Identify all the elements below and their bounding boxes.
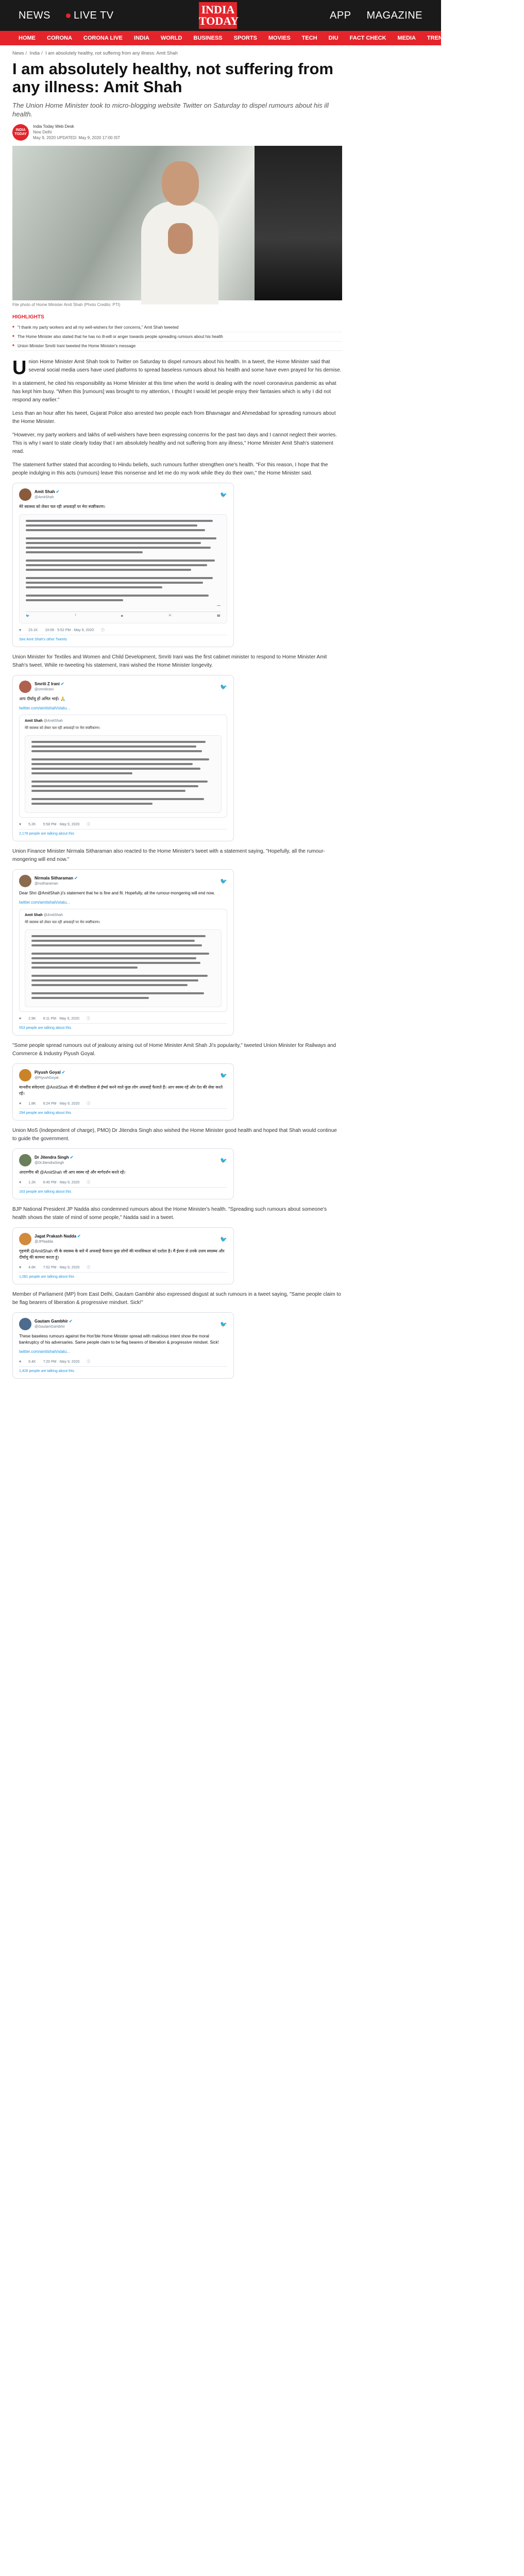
article-paragraph: Less than an hour after his tweet, Gujarat Police also arrested two people each from Bhavnagar and Ahmedabad for spreading rumours about the Home Minister. [12,411,336,425]
embedded-tweet[interactable] [12,869,234,1036]
subnav-world[interactable]: WORLD [160,35,182,41]
embedded-tweet[interactable] [12,1063,234,1121]
tweet-author-name[interactable]: Dr Jitendra Singh [35,1155,69,1160]
quoted-author-handle: @AmitShah [43,719,63,723]
tweet-link[interactable]: twitter.com/amitshah/statu... [19,1349,71,1354]
tweet-likes: 5.2K [28,822,36,826]
heart-icon[interactable]: ♥ [19,628,22,632]
tweet-link[interactable]: twitter.com/amitshah/statu... [19,900,71,905]
tweet-meta [19,628,227,633]
twitter-bird-icon[interactable]: 🐦 [220,878,227,885]
tweet-text: These baseless rumours against the Hon'ble Home Minister spread with malicious intent show the moral bankruptcy of his adversaries. Same people claim to be flag bearers of liberation & progressive mindset. Sick! [19,1334,219,1345]
quoted-text: मेरे स्वास्थ्य को लेकर चल रही अफवाहों पर मेरा स्पष्टीकरण। [25,726,100,730]
tweet-text: Dear Shri @AmitShah ji's statement that he is fine and fit. Hopefully, all the rumour-mongering will end now. [19,891,215,895]
tweet-avatar[interactable] [19,1233,31,1245]
twitter-bird-icon[interactable]: 🐦 [220,1072,227,1079]
tweet-likes: 2.9K [28,1016,36,1021]
top-navigation-bar [0,0,441,31]
twitter-bird-icon[interactable]: 🐦 [220,684,227,690]
breadcrumb: News / India / I am absolutely healthy, not suffering from any illness: Amit Shah [12,50,178,56]
tweet-meta [19,1016,227,1021]
tweet-author-handle[interactable]: @AmitShah [35,496,54,499]
tweet-avatar[interactable] [19,488,31,501]
highlight-item: ■ The Home Minister also stated that he has no ill-will or anger towards people spreading rumours about his health [12,332,342,342]
byline-location: New Delhi [33,130,52,134]
quoted-tweet[interactable] [19,715,227,818]
embedded-tweet[interactable] [12,1227,234,1284]
tweet-footer-link[interactable]: 163 people are talking about this [19,1187,227,1194]
quoted-tweet[interactable] [19,909,227,1012]
tweet-likes: 23.1K [28,628,38,632]
article-paragraph: Union MoS (Independent of charge), PMO) Dr Jitendra Singh also wished the Home Minister good health and hoped that Shah would continue to guide the government. [12,1128,337,1142]
subnav-movies[interactable]: MOVIES [268,35,291,41]
subnav-tech[interactable]: TECH [301,35,317,41]
publisher-avatar: INDIA TODAY [12,124,29,141]
tweet-author-handle[interactable]: @DrJitendraSingh [35,1161,64,1165]
tweet-text: आदरणीय श्री @AmitShah जी आप स्वस्थ रहें और मार्गदर्शन करते रहें। [19,1170,126,1175]
tweet-author-handle[interactable]: @GautamGambhir [35,1325,65,1329]
article-paragraph: Union Finance Minister Nirmala Sitharaman also reacted to the Home Minister's tweet with a statement saying, "Hopefully, all the rumour-mongering will end now." [12,849,325,862]
tweet-timestamp[interactable]: 6:24 PM · May 9, 2020 [43,1101,80,1106]
tweet-author-name[interactable]: Smriti Z Irani [35,682,60,686]
tweet-text: मेरे स्वास्थ्य को लेकर चल रही अफवाहों पर मेरा स्पष्टीकरण। [19,504,106,509]
quoted-text: मेरे स्वास्थ्य को लेकर चल रही अफवाहों पर मेरा स्पष्टीकरण। [25,921,100,924]
breadcrumb-current: I am absolutely healthy, not suffering from any illness: Amit Shah [45,50,178,56]
tweet-author-name[interactable]: Jagat Prakash Nadda [35,1234,76,1239]
tweet-avatar[interactable] [19,1069,31,1081]
embedded-tweet[interactable] [12,675,234,841]
subnav-india[interactable]: INDIA [133,35,149,41]
info-icon[interactable]: ⓘ [87,1102,91,1106]
heart-icon[interactable]: ♥ [19,1016,22,1021]
verified-badge-icon: ✔ [77,1234,81,1239]
tweet-author-handle[interactable]: @JPNadda [35,1240,53,1244]
subnav-sports[interactable]: SPORTS [233,35,257,41]
nav-app-link[interactable]: APP [330,9,351,21]
info-icon[interactable]: ⓘ [86,1017,90,1021]
tweet-meta [19,822,227,827]
letter-footer-strip: 🐦 f ▶ in ☎ [26,612,221,618]
tweet-author-handle[interactable]: @nsitharaman [35,882,58,886]
highlights-list [12,323,342,351]
twitter-bird-icon[interactable]: 🐦 [220,1236,227,1243]
nav-news-link[interactable]: NEWS [19,9,50,21]
tweet-text: आप दीर्घायु हों अमित भाई। 🙏 [19,697,66,701]
quoted-letter-image [25,929,222,1007]
quoted-author-name: Amit Shah [25,913,43,917]
info-icon[interactable]: ⓘ [87,1266,91,1269]
tweet-timestamp[interactable]: 7:02 PM · May 9, 2020 [43,1265,80,1269]
nav-live-tv-label: LIVE TV [74,9,114,21]
subnav-media[interactable]: MEDIA [397,35,416,41]
info-icon[interactable]: ⓘ [87,823,91,826]
subnav-home[interactable]: HOME [19,35,36,41]
tweet-avatar[interactable] [19,1154,31,1166]
embedded-tweet[interactable] [12,1312,234,1379]
tweet-author-name[interactable]: Nirmala Sitharaman [35,876,74,880]
tweet-likes: 1.8K [28,1101,36,1106]
logo-bottom-text: TODAY [199,14,239,27]
tweet-author-handle[interactable]: @smritiirani [35,688,54,691]
article-paragraph: Union Minister for Textiles and Women and Child Development, Smriti Irani was the first cabinet minister to respond to Home Minister Amit Shah's tweet. While re-tweeting his statement, Irani wished the Home Minister longevity. [12,654,327,668]
verified-badge-icon: ✔ [60,682,64,686]
highlights-heading: HIGHLIGHTS [12,314,44,320]
tweet-avatar[interactable] [19,1318,31,1330]
article-title: I am absolutely healthy, not suffering from any illness: Amit Shah [12,60,333,96]
tweet-timestamp[interactable]: 7:20 PM · May 9, 2020 [43,1360,80,1364]
article-paragraph: "Some people spread rumours out of jealousy arising out of Home Minister Amit Shah Ji's popularity," tweeted Union Minister for Railways and Commerce & Industry Piyush Goyal. [12,1043,336,1057]
letter-signature: — [217,604,221,607]
heart-icon[interactable]: ♥ [19,1360,22,1364]
highlight-item: ■ Union Minister Smriti Irani tweeted the Home Minister's message [12,342,342,351]
subnav-video[interactable]: VIDEO [506,35,524,41]
tweet-avatar[interactable] [19,875,31,887]
nav-right [330,10,422,22]
person-figure [141,161,218,300]
info-icon[interactable]: ⓘ [87,1360,91,1364]
highlight-item: ■ "I thank my party workers and all my well-wishers for their concerns," Amit Shah tweeted [12,323,342,332]
article-paragraph: Union Home Minister Amit Shah took to Twitter on Saturday to dispel rumours about his health. In a tweet, the Home Minister said that several social media users have used platforms to spread baseless rumours about his health and some have even prayed for his demise. [12,357,342,379]
heart-icon[interactable]: ♥ [19,822,22,826]
tweet-footer-link[interactable]: 294 people are talking about this [19,1108,227,1115]
breadcrumb-india[interactable]: India [29,50,40,56]
tweet-timestamp[interactable]: 10:06 · 5:52 PM · May 9, 2020 [45,628,94,632]
quoted-author-name: Amit Shah [25,719,43,723]
heart-icon[interactable]: ♥ [19,1180,22,1184]
info-icon[interactable]: ⓘ [101,629,105,632]
article-paragraph: "However, my party workers and lakhs of well-wishers have been expressing concerns for the past two days and I cannot neglect their worries. This is why I want to state clearly today that I am absolutely healthy and not suffering from any illness," Home Minister Amit Shah's statement read. [12,432,337,454]
section-navigation [0,31,524,45]
tweet-author-handle[interactable]: @PiyushGoyal [35,1076,59,1080]
car-door-shape [255,146,342,300]
subnav-education[interactable]: EDUCATION [462,35,495,41]
heart-icon[interactable]: ♥ [19,1265,22,1269]
byline [12,124,342,141]
tweet-author-name[interactable]: Piyush Goyal [35,1070,61,1075]
tweet-likes: 9.4K [28,1360,36,1364]
tweet-meta [19,1180,227,1185]
tweet-link[interactable]: twitter.com/amitshah/statu... [19,706,71,710]
tweet-meta [19,1265,227,1270]
article-paragraph: The statement further stated that according to Hindu beliefs, such rumours further strengthen one's health. "For this reason, I hope that the people indulging in this acts (rumours) leave this nonsense and let me do my work while they do their own," the Home Minister said. [12,462,328,476]
subnav-corona[interactable]: CORONA [47,35,72,41]
tweet-meta [19,1101,227,1106]
article-paragraph: BJP National President JP Nadda also condemned rumours about the Home Minister's health. "Spreading such rumours about someone's health shows the state of mind of some people," Nadda said in a tweet. [12,1207,327,1221]
nav-magazine-link[interactable]: MAGAZINE [366,9,422,21]
live-dot-icon [66,13,71,18]
verified-badge-icon: ✔ [70,1155,74,1160]
article-paragraph: In a statement, he cited his responsibility as Home Minister at this time when the world is dealing with the novel coronavirus pandemic as what has kept him busy. "When this [rumours] was brought to my attention, I thought I would let people enjoy their fantasies which is why I did not respond any earlier." [12,381,336,403]
breadcrumb-news[interactable]: News [12,50,24,56]
verified-badge-icon: ✔ [56,489,60,494]
tweet-likes: 1.2K [28,1180,36,1184]
subnav-diu[interactable]: DIU [328,35,339,41]
tweet-footer-link[interactable]: 1,081 people are talking about this [19,1272,227,1279]
image-caption: File photo of Home Minister Amit Shah (Photo Credits: PTI) [12,302,121,307]
twitter-bird-icon[interactable]: 🐦 [220,492,227,498]
tweet-letter-image[interactable] [19,514,227,623]
subnav-corona-live[interactable]: CORONA LIVE [83,35,123,41]
embedded-tweet[interactable] [12,483,234,647]
byline-text [33,124,120,141]
tweet-footer-link[interactable]: See Amit Shah's other Tweets [19,635,227,641]
tweet-text: गृहमंत्री @AmitShah जी के स्वास्थ्य के बारे में अफवाहें फैलाना कुछ लोगों की मानसिकता को दर्शाता है। मैं ईश्वर से उनके उत्तम स्वास्थ्य और दीर्घायु की कामना करता हूं। [19,1249,225,1260]
author-name[interactable]: India Today Web Desk [33,124,74,129]
subnav-business[interactable]: BUSINESS [193,35,223,41]
site-logo[interactable] [199,2,237,29]
quoted-letter-image [25,735,222,813]
quoted-author-handle: @AmitShah [43,913,63,917]
tweet-author-name[interactable]: Amit Shah [35,489,55,494]
tweet-footer-link[interactable]: 1,426 people are talking about this [19,1366,227,1373]
verified-badge-icon: ✔ [74,876,78,880]
tweet-avatar[interactable] [19,681,31,693]
verified-badge-icon: ✔ [69,1319,73,1324]
embedded-tweet[interactable] [12,1148,234,1199]
tweet-footer-link[interactable]: 553 people are talking about this [19,1023,227,1030]
article-content [12,50,342,1379]
tweet-likes: 4.6K [28,1265,36,1269]
tweet-footer-link[interactable]: 2,178 people are talking about this [19,829,227,836]
twitter-bird-icon[interactable]: 🐦 [220,1321,227,1328]
logo-top-text: INDIA [201,3,235,16]
verified-badge-icon: ✔ [61,1070,65,1075]
byline-date: May 9, 2020 UPDATED: May 9, 2020 17:00 IST [33,135,121,140]
nav-live-tv-link[interactable] [66,10,114,22]
article-summary: The Union Home Minister took to micro-blogging website Twitter on Saturday to dispel rumours about his ill health. [12,101,329,118]
twitter-bird-icon[interactable]: 🐦 [220,1157,227,1164]
info-icon[interactable]: ⓘ [87,1181,91,1184]
subnav-fact-check[interactable]: FACT CHECK [349,35,386,41]
subnav-trends[interactable]: TRENDS [427,35,451,41]
tweet-timestamp[interactable]: 6:11 PM · May 9, 2020 [43,1016,79,1021]
nav-left [19,10,114,22]
article-paragraph: Member of Parliament (MP) from East Delhi, Gautam Gambhir also expressed disgust at such rumours in a tweet saying, "Same people claim to be flag bearers of liberation & progressive mindset. Sick!" [12,1292,341,1306]
tweet-timestamp[interactable]: 6:40 PM · May 9, 2020 [43,1180,80,1184]
heart-icon[interactable]: ♥ [19,1101,22,1106]
hero-image [12,146,342,300]
tweet-text: मानवीय संवेदनाएं @AmitShah जी की लोकप्रियता से ईर्ष्या करने वाले कुछ लोग अफवाहें फैलाते हैं। आप स्वस्थ रहें और देश की सेवा करते रहें। [19,1085,223,1096]
tweet-timestamp[interactable]: 5:58 PM · May 9, 2020 [43,822,80,826]
tweet-meta [19,1359,227,1364]
tweet-author-name[interactable]: Gautam Gambhir [35,1319,68,1324]
